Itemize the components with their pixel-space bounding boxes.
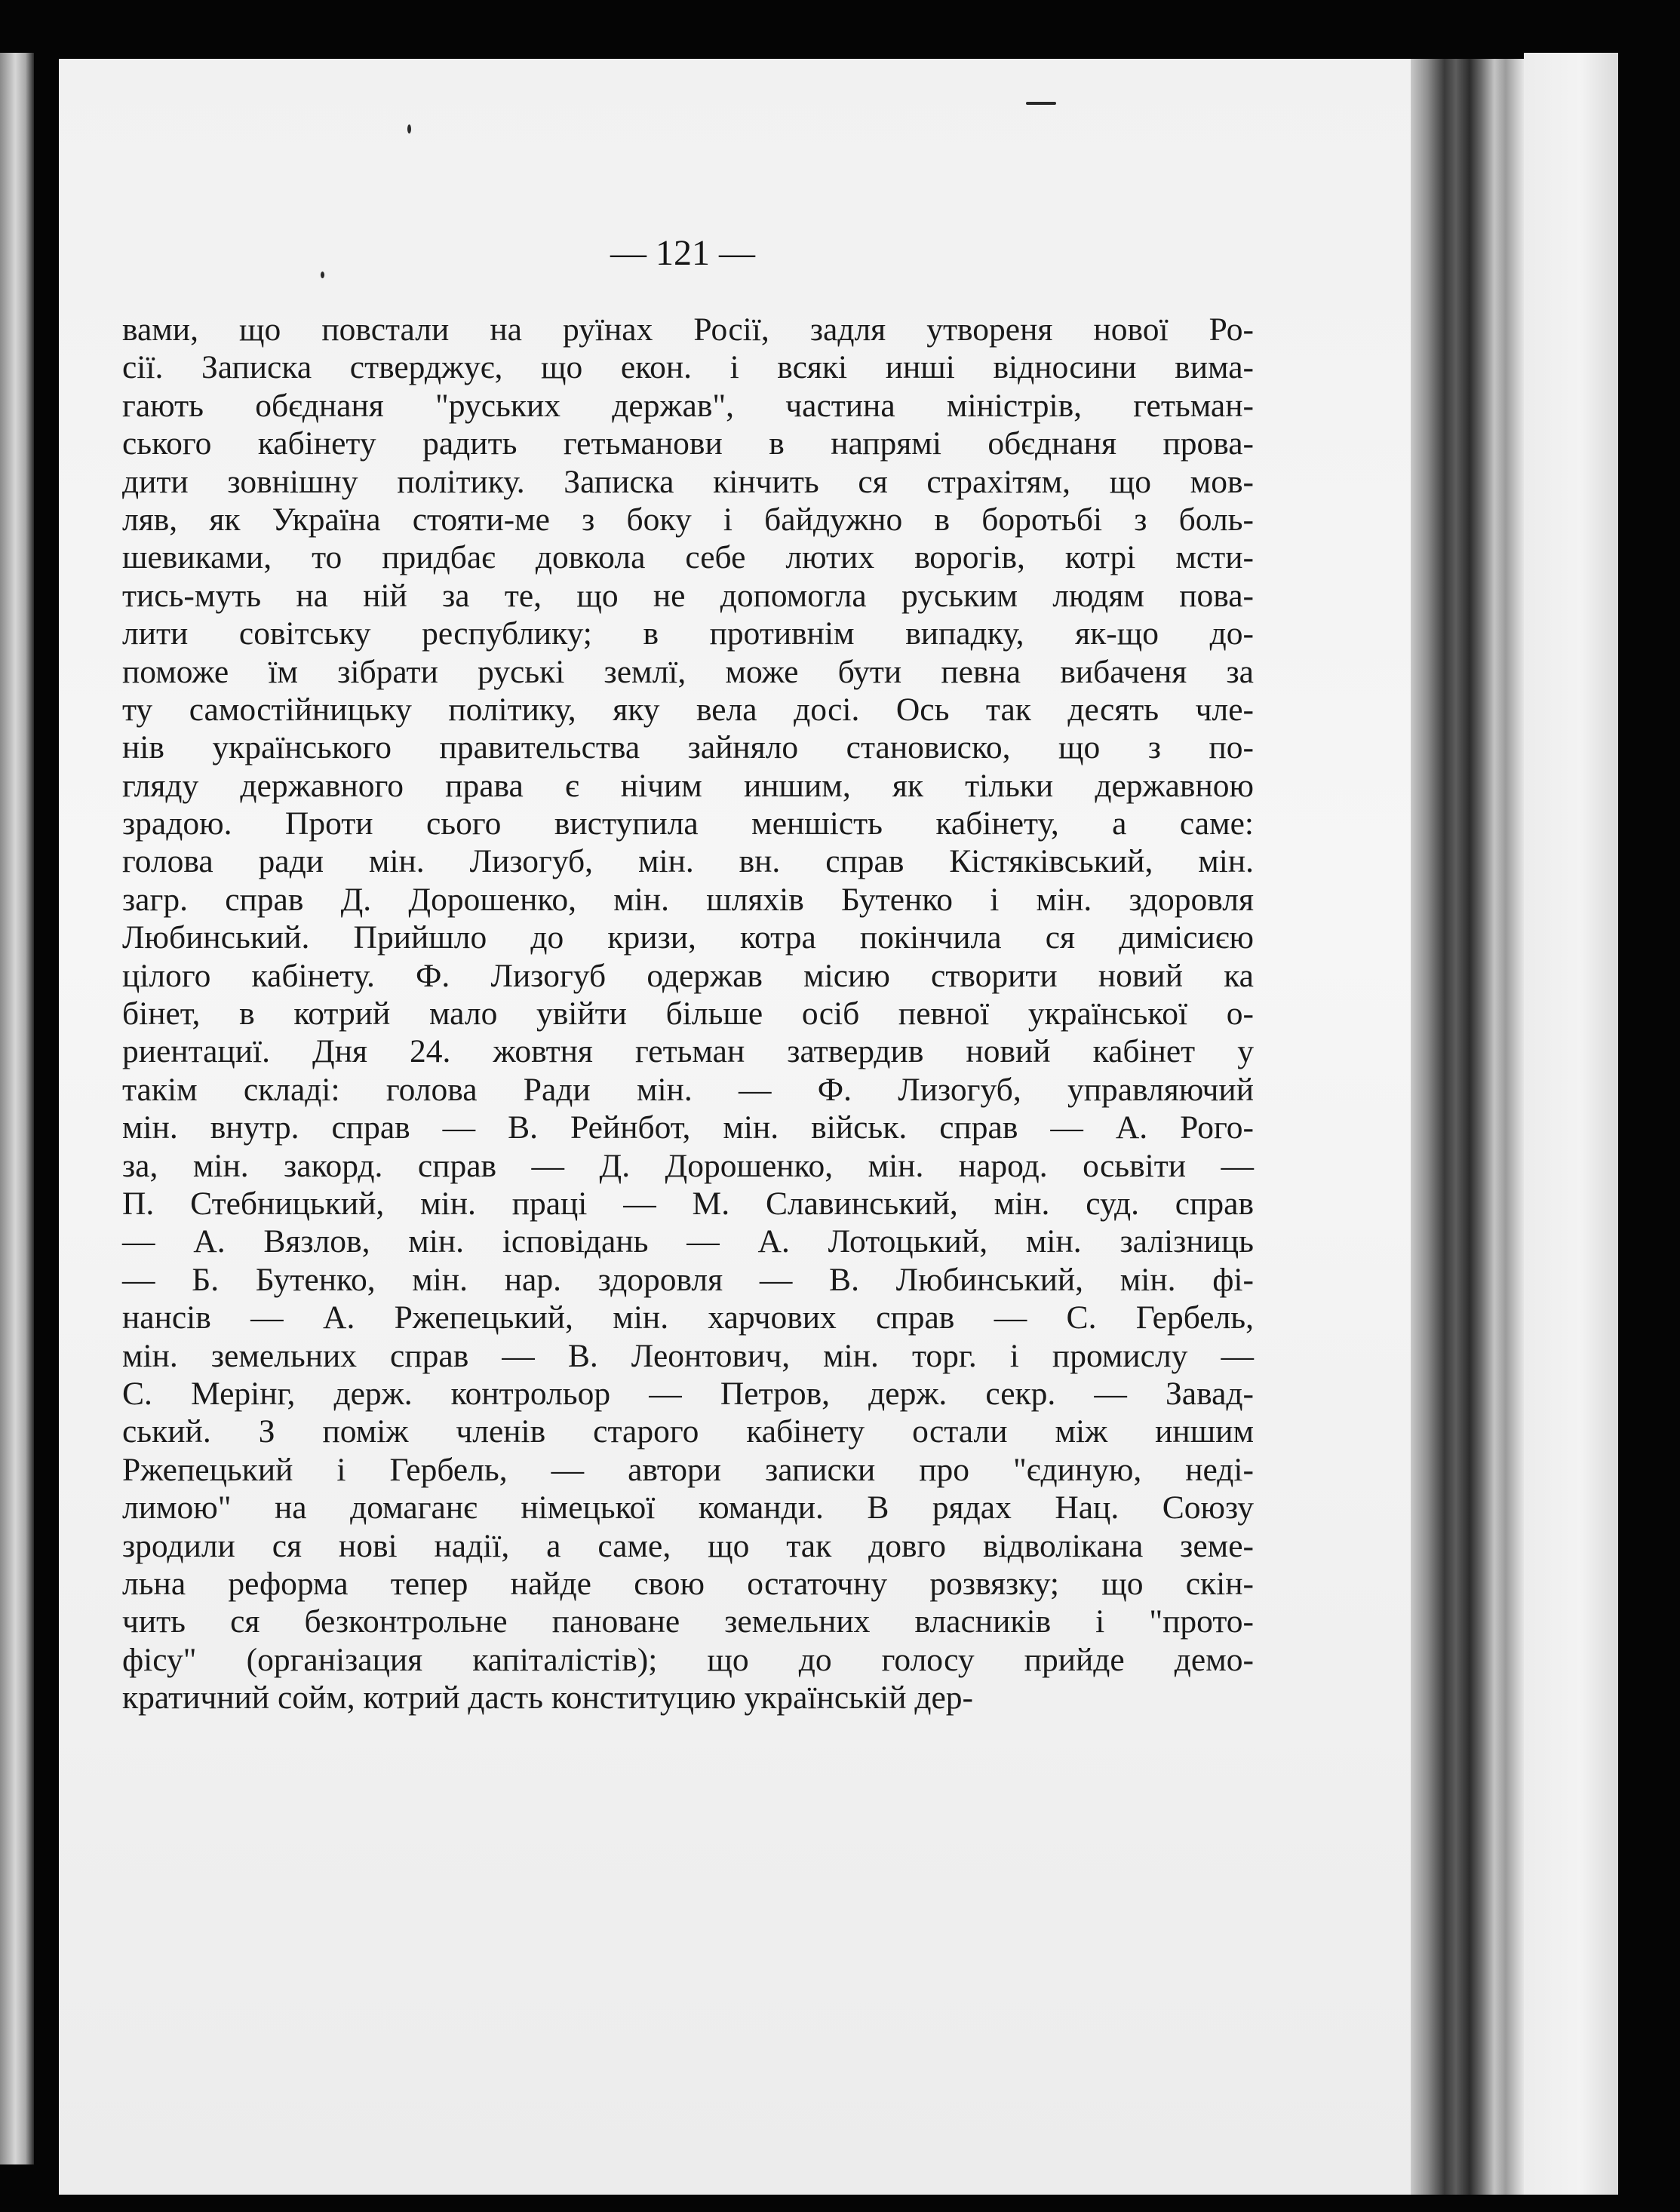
text-line: за, мін. закорд. справ — Д. Дорошенко, мін. народ. осьвіти — xyxy=(122,1147,1254,1184)
text-line: дити зовнішну політику. Записка кінчить ся страхітям, що мов- xyxy=(122,463,1254,500)
text-line: сії. Записка стверджує, що екон. і всякі инші відносини вима- xyxy=(122,349,1254,386)
text-line: ський. З поміж членів старого кабінету остали між иншим xyxy=(122,1413,1254,1450)
page-edge-right xyxy=(1524,53,1618,2195)
text-line: такім складі: голова Ради мін. — Ф. Лизогуб, управляючий xyxy=(122,1071,1254,1108)
text-line: — А. Вязлов, мін. ісповідань — А. Лотоцький, мін. залізниць xyxy=(122,1223,1254,1260)
text-line: вами, що повстали на руїнах Росії, задля утвореня нової Ро- xyxy=(122,311,1254,348)
text-line: кратичний сойм, котрий дасть конституцию українській дер- xyxy=(122,1680,974,1717)
text-line: мін. внутр. справ — В. Рейнбот, мін. військ. справ — А. Рого- xyxy=(122,1109,1254,1146)
text-line: поможе їм зібрати руські землї, може бути певна вибаченя за xyxy=(122,653,1254,690)
page-text-body xyxy=(122,311,1254,1717)
text-line: Ржепецький і Гербель, — автори записки про "єдиную, неді- xyxy=(122,1451,1254,1488)
text-line: гають обєднаня "руських держав", частина міністрів, гетьман- xyxy=(122,387,1254,424)
text-line: гляду державного права є нічим иншим, як тільки державною xyxy=(122,767,1254,804)
text-line: ляв, як Україна стояти-ме з боку і байдужно в боротьбі з боль- xyxy=(122,501,1254,538)
scan-speck xyxy=(321,272,324,278)
text-line: лити совітську республику; в противнім випадку, як-що до- xyxy=(122,615,1254,652)
text-line: Любинський. Прийшло до кризи, котра покінчила ся димісиєю xyxy=(122,919,1254,956)
text-line: зрадою. Проти сього виступила меншість кабінету, а саме: xyxy=(122,805,1254,842)
text-line: чить ся безконтрольне пановане земельних власників і "прото- xyxy=(122,1603,1254,1640)
text-line: С. Мерінг, держ. контрольор — Петров, держ. секр. — Завад- xyxy=(122,1375,1254,1412)
page-number: — 121 — xyxy=(610,233,755,273)
text-line: мін. земельних справ — В. Леонтович, мін. торг. і промислу — xyxy=(122,1337,1254,1374)
page-gutter-shadow xyxy=(1411,59,1524,2195)
text-line: льна реформа тепер найде свою остаточну розвязку; що скін- xyxy=(122,1565,1254,1602)
text-line: фісу" (організация капіталістів); що до голосу прийде демо- xyxy=(122,1641,1254,1678)
text-line: голова ради мін. Лизогуб, мін. вн. справ Кістяківський, мін. xyxy=(122,843,1254,880)
text-line: ського кабінету радить гетьманови в напрямі обєднаня прова- xyxy=(122,425,1254,462)
text-line: бінет, в котрий мало увійти більше осіб певної української о- xyxy=(122,996,1254,1032)
text-line: тись-муть на ній за те, що не допомогла руським людям пова- xyxy=(122,577,1254,614)
previous-page-edge xyxy=(0,53,34,2164)
text-line: нансів — А. Ржепецький, мін. харчових справ — С. Гербель, xyxy=(122,1299,1254,1336)
text-line: лимою" на домаганє німецької команди. В рядах Нац. Союзу xyxy=(122,1489,1254,1526)
scan-speck xyxy=(1026,102,1056,105)
text-line: — Б. Бутенко, мін. нар. здоровля — В. Любинський, мін. фі- xyxy=(122,1261,1254,1298)
text-line: риентациї. Дня 24. жовтня гетьман затвердив новий кабінет у xyxy=(122,1033,1254,1070)
text-line: ту самостійницьку політику, яку вела досі. Ось так десять чле- xyxy=(122,691,1254,728)
text-line: П. Стебницький, мін. праці — М. Славинський, мін. суд. справ xyxy=(122,1185,1254,1222)
text-line: зродили ся нові надії, а саме, що так довго відволікана земе- xyxy=(122,1527,1254,1564)
text-line: загр. справ Д. Дорошенко, мін. шляхів Бутенко і мін. здоровля xyxy=(122,881,1254,918)
text-line: нів українського правительства зайняло становиско, що з по- xyxy=(122,729,1254,766)
text-line: шевиками, то придбає довкола себе лютих ворогів, котрі мсти- xyxy=(122,539,1254,576)
text-line: цілого кабінету. Ф. Лизогуб одержав місию створити новий ка xyxy=(122,957,1254,994)
scan-speck xyxy=(407,124,411,133)
